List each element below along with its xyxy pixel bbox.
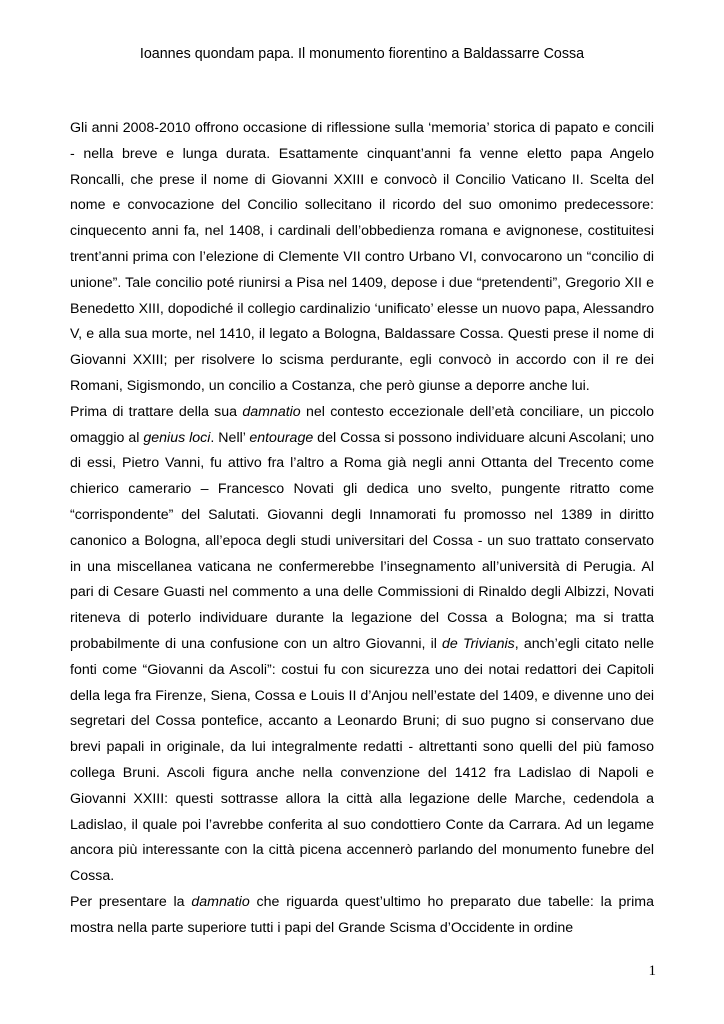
text-run: . Nell’ (210, 429, 250, 446)
page-number: 1 (648, 963, 656, 979)
text-run: Prima di trattare della sua (70, 403, 243, 420)
text-run: che riguarda quest’ultimo ho preparato due tabelle: la prima mostra nella parte superiore tutti i papi del Grande Scisma d’Occidente in ordine (70, 893, 654, 936)
paragraph (70, 890, 654, 942)
italic-text: damnatio (191, 893, 250, 910)
text-run: del Cossa si possono individuare alcuni Ascolani; uno di essi, Pietro Vanni, fu attivo fra l’altro a Roma già negli anni Ottanta del Trecento come chierico camerario – Francesco Novati gli dedica uno svelto, pungente ritratto come “corrispondente” del Salutati. Giovanni degli Innamorati fu promosso nel 1389 in diritto canonico a Bologna, all’epoca degli studi universitari del Cossa - un suo trattato conservato in una miscellanea vaticana ne confermerebbe l’insegnamento all’università di Perugia. Al pari di Cesare Guasti nel commento a una delle Commissioni di Rinaldo degli Albizzi, Novati riteneva di poterlo individuare durante la legazione del Cossa a Bologna; ma si tratta probabilmente di una confusione con un altro Giovanni, il (70, 429, 654, 652)
paragraph (70, 116, 654, 400)
paragraph (70, 400, 654, 890)
text-run: , anch’egli citato nelle fonti come “Giovanni da Ascoli”: costui fu con sicurezza uno dei notai redattori dei Capitoli della lega fra Firenze, Siena, Cossa e Louis II d’Anjou nell’estate del 1409, e divenne uno dei segretari del Cossa pontefice, accanto a Leonardo Bruni; di suo pugno si conservano due brevi papali in originale, da lui integralmente redatti - altrettanti sono quelli del più famoso collega Bruni. Ascoli figura anche nella convenzione del 1412 fra Ladislao di Napoli e Giovanni XXIII: questi sottrasse allora la città alla legazione delle Marche, cedendola a Ladislao, il quale poi l’avrebbe conferita al suo condottiero Conte da Carrara. Ad un legame ancora più interessante con la città picena accennerò parlando del monumento funebre del Cossa. (70, 635, 654, 885)
text-run: Per presentare la (70, 893, 192, 910)
italic-text: entourage (249, 429, 314, 446)
italic-text: de Trivianis (442, 635, 515, 652)
body-text (70, 116, 654, 942)
running-title: Ioannes quondam papa. Il monumento fiorentino a Baldassarre Cossa (139, 46, 585, 62)
text-run: nel contesto eccezionale dell’età conciliare, un piccolo omaggio al (70, 403, 654, 446)
italic-text: damnatio (242, 403, 301, 420)
text-run: Gli anni 2008-2010 offrono occasione di riflessione sulla ‘memoria’ storica di papato e concili - nella breve e lunga durata. Esattamente cinquant’anni fa venne eletto papa Angelo Roncalli, che prese il nome di Giovanni XXIII e convocò il Concilio Vaticano II. Scelta del nome e convocazione del Concilio sollecitano il ricordo del suo omonimo predecessore: cinquecento anni fa, nel 1408, i cardinali dell’obbedienza romana e avignonese, costituitesi trent’anni prima con l’elezione di Clemente VII contro Urbano VI, convocarono un “concilio di unione”. Tale concilio poté riunirsi a Pisa nel 1409, depose i due “pretendenti”, Gregorio XII e Benedetto XIII, dopodiché il collegio cardinalizio ‘unificato’ elesse un nuovo papa, Alessandro V, e alla sua morte, nel 1410, il legato a Bologna, Baldassare Cossa. Questi prese il nome di Giovanni XXIII; per risolvere lo scisma perdurante, egli convocò in accordo con il re dei Romani, Sigismondo, un concilio a Costanza, che però giunse a deporre anche lui. (70, 120, 654, 394)
italic-text: genius loci (143, 429, 211, 446)
